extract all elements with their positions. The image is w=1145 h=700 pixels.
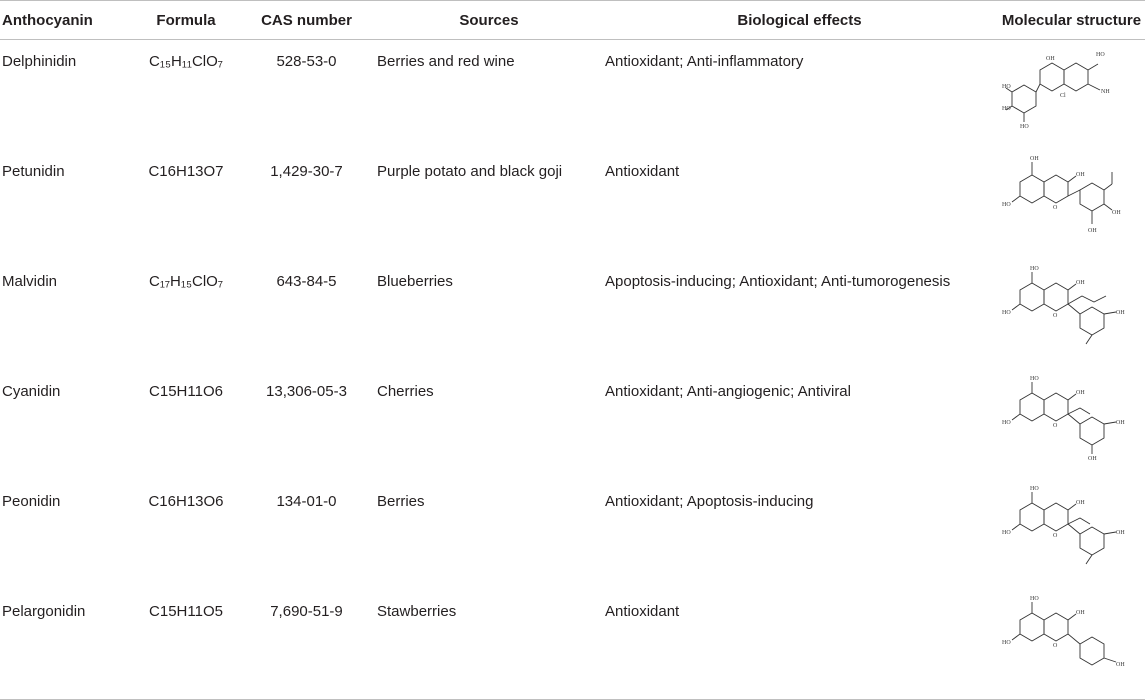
table-row (0, 480, 1145, 590)
table-row (0, 150, 1145, 260)
label-ho: HO (1001, 310, 1011, 316)
label-oh: OH (1115, 420, 1125, 426)
header-row (0, 1, 1145, 40)
cell-sources: Stawberries (375, 590, 603, 700)
header-anthocyanin: Anthocyanin (0, 1, 134, 40)
label-o-plus: O (1052, 205, 1057, 211)
label-ho: HO (1029, 486, 1039, 492)
cell-sources: Purple potato and black goji (377, 163, 563, 180)
label-oh: OH (1075, 390, 1085, 396)
cell-sources: Berries (377, 493, 425, 510)
label-ho: HO (1019, 124, 1029, 130)
pelargonidin-structure-image (1002, 592, 1142, 682)
header-cas-number: CAS number (238, 1, 375, 40)
cell-name: Malvidin (2, 273, 58, 290)
cell-cas: 13,306-05-3 (266, 383, 347, 400)
label-oh: OH (1115, 530, 1125, 536)
label-ho: HO (1001, 84, 1011, 90)
cell-name: Petunidin (2, 163, 65, 180)
label-o-plus: O (1052, 423, 1057, 429)
cell-effects: Antioxidant (605, 163, 680, 180)
cell-structure (996, 40, 1145, 151)
cell-cas: 643-84-5 (276, 273, 337, 290)
cell-cas: 1,429-30-7 (270, 163, 343, 180)
cyanidin-structure-image (1002, 372, 1142, 462)
cell-effects: Antioxidant (603, 590, 996, 700)
cell-structure (996, 260, 1145, 370)
cell-effects: Antioxidant; Anti-angiogenic; Antiviral (605, 383, 851, 400)
cell-cas: 7,690-51-9 (238, 590, 375, 700)
cell-formula: C15H11O5 (134, 590, 238, 700)
label-ho: HO (1029, 596, 1039, 602)
label-o-plus: O (1052, 643, 1057, 649)
label-oh: OH (1115, 662, 1125, 668)
cell-cas: 528-53-0 (276, 53, 337, 70)
label-o-plus: O (1052, 533, 1057, 539)
label-ho: HO (1001, 202, 1011, 208)
label-oh: OH (1075, 172, 1085, 178)
delphinidin-structure-image (1002, 42, 1142, 132)
label-oh: OH (1111, 210, 1121, 216)
label-oh: OH (1075, 610, 1085, 616)
table-row (0, 370, 1145, 480)
cell-formula: C16H13O6 (148, 493, 224, 510)
label-oh: OH (1115, 310, 1125, 316)
label-ho: HO (1001, 106, 1011, 112)
label-oh: OH (1075, 280, 1085, 286)
cell-sources: Blueberries (377, 273, 453, 290)
cell-formula: C₁₅H₁₁ClO₇ (149, 53, 223, 70)
cell-effects: Antioxidant; Anti-inflammatory (605, 53, 804, 70)
cell-name: Delphinidin (2, 53, 77, 70)
cell-name: Peonidin (2, 493, 61, 510)
cell-name: Pelargonidin (0, 590, 134, 700)
label-nh: NH (1100, 89, 1110, 95)
label-oh: OH (1087, 456, 1097, 462)
table-row (0, 40, 1145, 151)
cell-sources: Berries and red wine (377, 53, 515, 70)
header-molecular-structure: Molecular structure (996, 1, 1145, 40)
malvidin-structure-image (1002, 262, 1142, 352)
label-ho: HO (1029, 376, 1039, 382)
cell-structure (996, 590, 1145, 700)
cell-name: Cyanidin (2, 383, 61, 400)
cell-effects: Antioxidant; Apoptosis-inducing (605, 493, 814, 510)
label-ho: HO (1001, 420, 1011, 426)
table-row (0, 260, 1145, 370)
petunidin-structure-image (1002, 152, 1142, 242)
label-ho: HO (1095, 52, 1105, 58)
cell-formula: C15H11O6 (149, 383, 223, 400)
cell-cas: 134-01-0 (276, 493, 337, 510)
table-row (0, 590, 1145, 700)
peonidin-structure-image (1002, 482, 1142, 572)
label-o-plus: O (1052, 313, 1057, 319)
cell-effects: Apoptosis-inducing; Antioxidant; Anti-tumorogenesis (605, 273, 951, 290)
cell-structure (996, 480, 1145, 590)
header-formula: Formula (134, 1, 238, 40)
label-cl: Cl (1059, 93, 1066, 99)
header-sources: Sources (375, 1, 603, 40)
label-oh: OH (1045, 56, 1055, 62)
header-biological-effects: Biological effects (603, 1, 996, 40)
cell-sources: Cherries (377, 383, 434, 400)
label-oh: OH (1075, 500, 1085, 506)
label-oh: OH (1087, 228, 1097, 234)
label-ho: HO (1001, 530, 1011, 536)
label-oh: OH (1029, 156, 1039, 162)
cell-structure (996, 370, 1145, 480)
label-ho: HO (1029, 266, 1039, 272)
label-ho: HO (1001, 640, 1011, 646)
cell-structure (996, 150, 1145, 260)
cell-formula: C₁₇H₁₅ClO₇ (149, 273, 223, 290)
cell-formula: C16H13O7 (148, 163, 224, 180)
